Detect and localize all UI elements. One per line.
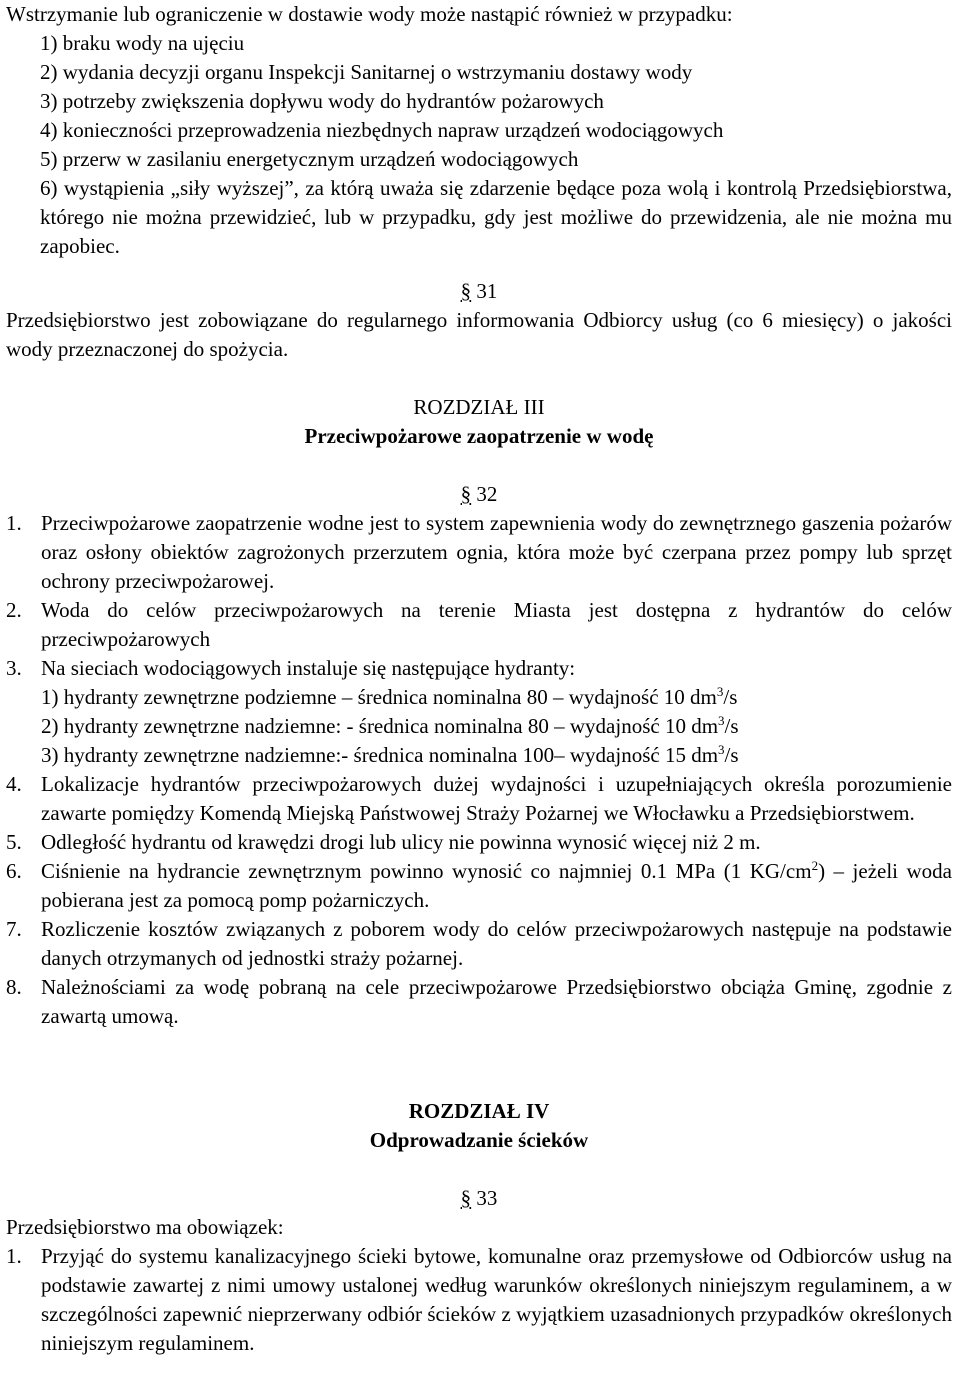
section-sign: § (460, 482, 472, 506)
case-item: 4) konieczności przeprowadzenia niezbędnych napraw urządzeń wodociągowych (40, 118, 724, 142)
hydrant-item (41, 683, 952, 712)
unit-text: /s (724, 743, 739, 767)
superscript: 3 (716, 684, 724, 699)
item-text: Lokalizacje hydrantów przeciwpożarowych dużej wydajności i uzupełniających określa porozumienie zawarte pomiędzy Komendą Miejską Państwowej Straży Pożarnej we Włocławku a Przedsiębiorstwem. (41, 772, 952, 825)
paragraph-number: 33 (476, 1186, 498, 1210)
intro-text: Wstrzymanie lub ograniczenie w dostawie wody może nastąpić również w przypadku: (6, 2, 733, 26)
list-item (6, 654, 952, 770)
paragraph-33-heading (6, 1184, 952, 1213)
item-text: Odległość hydrantu od krawędzi drogi lub ulicy nie powinna wynosić więcej niż 2 m. (41, 830, 761, 854)
list-item (6, 915, 952, 973)
case-item: 3) potrzeby zwiększenia dopływu wody do hydrantów pożarowych (40, 89, 604, 113)
item-text: Należnościami za wodę pobraną na cele przeciwpożarowe Przedsiębiorstwo obciąża Gminę, zgodnie z zawartą umową. (41, 975, 952, 1028)
paragraph-33-list (6, 1242, 952, 1358)
item-text-cont: ) – jeżeli woda pobierana jest za pomocą pomp pożarniczych. (41, 859, 953, 912)
item-text: Przyjąć do systemu kanalizacyjnego ścieki bytowe, komunalne oraz przemysłowe od Odbiorców usług na podstawie zawartej z nimi umowy ustalonej według warunków określonych niniejszym regulaminem, a w szczególności zapewnić nieprzerwany odbiór ścieków z wyjątkiem uzasadnionych przypadków określonych niniejszym regulaminem. (41, 1244, 952, 1355)
list-item (6, 828, 952, 857)
item-number: 6. (6, 859, 22, 883)
list-item (6, 857, 952, 915)
superscript: 3 (718, 713, 725, 728)
superscript: 2 (811, 858, 819, 873)
hydrant-text: 3) hydranty zewnętrzne nadziemne:- średnica nominalna 100– wydajność 15 dm (41, 743, 719, 767)
item-number: 4. (6, 772, 22, 796)
item-number: 7. (6, 917, 22, 941)
hydrant-item (41, 741, 952, 770)
paragraph-33-lead: Przedsiębiorstwo ma obowiązek: (6, 1215, 284, 1239)
item-text: Na sieciach wodociągowych instaluje się następujące hydranty: (41, 656, 576, 680)
paragraph-number: 31 (476, 279, 498, 303)
paragraph-32-list (6, 509, 952, 1031)
item-number: 8. (6, 975, 22, 999)
chapter-4-title: Odprowadzanie ścieków (369, 1128, 589, 1152)
list-item (6, 509, 952, 596)
item-number: 5. (6, 830, 22, 854)
item-number: 1. (6, 1244, 22, 1268)
suspension-cases-list (40, 29, 952, 261)
chapter-4-heading: ROZDZIAŁ IV (408, 1099, 550, 1123)
case-item: 1) braku wody na ujęciu (40, 31, 245, 55)
chapter-3-title: Przeciwpożarowe zaopatrzenie w wodę (304, 424, 654, 448)
list-item (6, 596, 952, 654)
item-text: Ciśnienie na hydrancie zewnętrznym powinno wynosić co najmniej 0.1 MPa (1 KG/cm (41, 859, 812, 883)
list-item (6, 1242, 952, 1358)
paragraph-32-heading (6, 480, 952, 509)
item-text: Woda do celów przeciwpożarowych na terenie Miasta jest dostępna z hydrantów do celów przeciwpożarowych (41, 598, 952, 651)
superscript: 3 (718, 742, 725, 757)
hydrant-text: 1) hydranty zewnętrzne podziemne – średnica nominalna 80 – wydajność 10 dm (41, 685, 717, 709)
paragraph-number: 32 (476, 482, 498, 506)
paragraph-31-heading (6, 277, 952, 306)
section-sign: § (460, 1186, 472, 1210)
paragraph-31-text: Przedsiębiorstwo jest zobowiązane do regularnego informowania Odbiorcy usług (co 6 miesięcy) o jakości wody przeznaczonej do spożycia. (6, 308, 952, 361)
section-sign: § (460, 279, 472, 303)
list-item (6, 770, 952, 828)
hydrant-types-list (41, 683, 952, 770)
item-text: Przeciwpożarowe zaopatrzenie wodne jest to system zapewnienia wody do zewnętrznego gaszenia pożarów oraz osłony obiektów zagrożonych przerzutem ognia, która może być czerpana przez pompy lub sprzęt ochrony przeciwpożarowej. (41, 511, 952, 593)
item-text: Rozliczenie kosztów związanych z poborem wody do celów przeciwpożarowych następuje na podstawie danych otrzymanych od jednostki straży pożarnej. (41, 917, 952, 970)
item-number: 1. (6, 511, 22, 535)
case-item: 6) wystąpienia „siły wyższej”, za którą uważa się zdarzenie będące poza wolą i kontrolą Przedsiębiorstwa, którego nie można przewidzieć, lub w przypadku, gdy jest możliwe do przewidzenia, ale nie można mu zapobiec. (40, 176, 952, 258)
unit-text: /s (724, 714, 739, 738)
item-number: 3. (6, 656, 22, 680)
hydrant-text: 2) hydranty zewnętrzne nadziemne: - średnica nominalna 80 – wydajność 10 dm (41, 714, 719, 738)
unit-text: /s (723, 685, 738, 709)
hydrant-item (41, 712, 952, 741)
case-item: 5) przerw w zasilaniu energetycznym urządzeń wodociągowych (40, 147, 579, 171)
chapter-3-heading: ROZDZIAŁ III (413, 395, 545, 419)
list-item (6, 973, 952, 1031)
item-number: 2. (6, 598, 22, 622)
case-item: 2) wydania decyzji organu Inspekcji Sanitarnej o wstrzymaniu dostawy wody (40, 60, 693, 84)
